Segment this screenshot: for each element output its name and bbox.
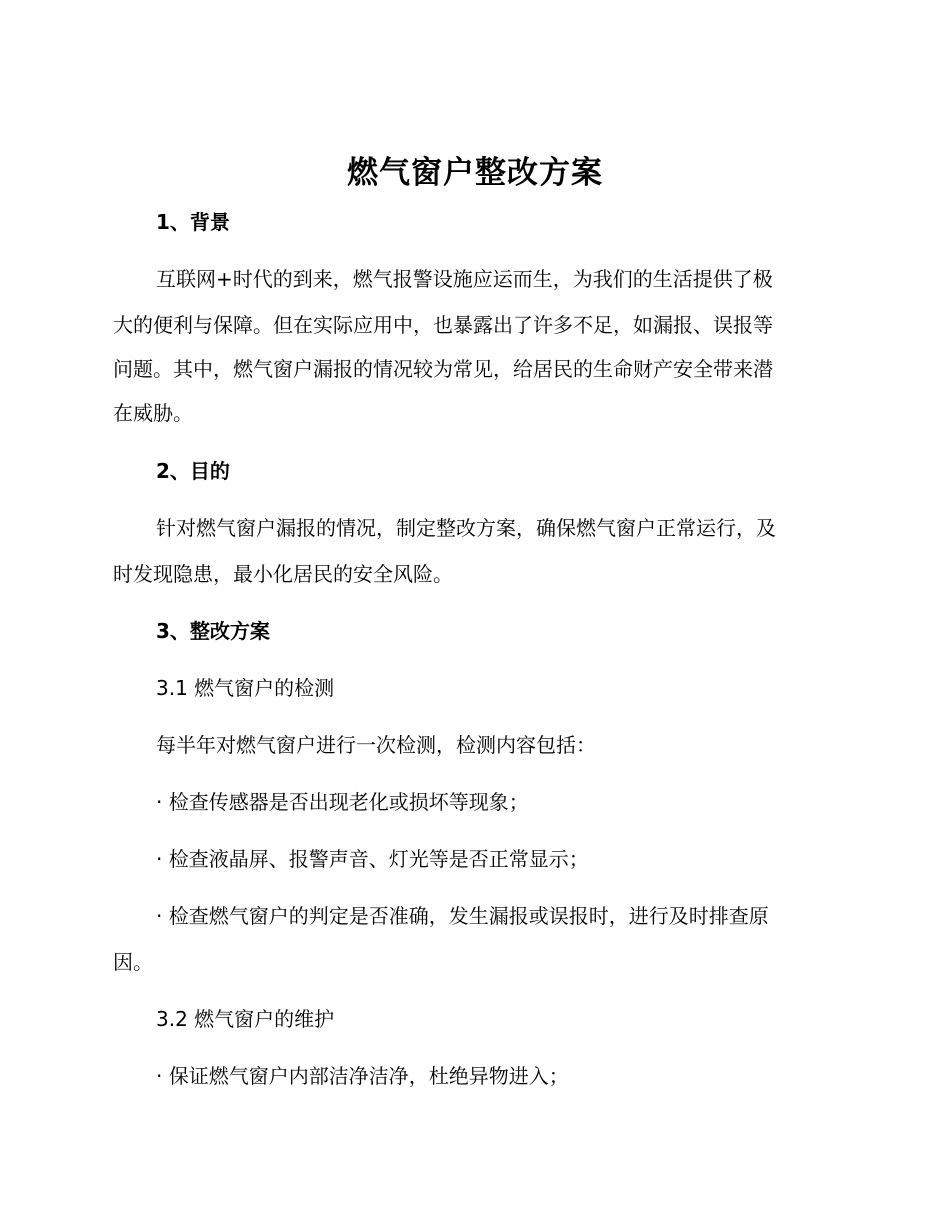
section-heading-plan: 3、整改方案 — [156, 619, 270, 643]
subsection-heading-detection: 3.1 燃气窗户的检测 — [156, 676, 335, 700]
paragraph-line: 每半年对燃气窗户进行一次检测，检测内容包括： — [156, 733, 596, 757]
paragraph-line: 在威胁。 — [113, 401, 193, 425]
bullet-item-continuation: 因。 — [113, 950, 153, 974]
bullet-item: · 检查燃气窗户的判定是否准确，发生漏报或误报时，进行及时排查原 — [156, 904, 769, 928]
bullet-item: · 保证燃气窗户内部洁净洁净，杜绝异物进入； — [156, 1064, 569, 1088]
paragraph-line: 互联网+时代的到来，燃气报警设施应运而生，为我们的生活提供了极 — [156, 267, 773, 291]
bullet-item: · 检查传感器是否出现老化或损坏等现象； — [156, 790, 529, 814]
subsection-heading-maintenance: 3.2 燃气窗户的维护 — [156, 1007, 335, 1031]
document-title: 燃气窗户整改方案 — [347, 155, 603, 191]
paragraph-line: 大的便利与保障。但在实际应用中，也暴露出了许多不足，如漏报、误报等 — [113, 313, 773, 337]
paragraph-line: 问题。其中，燃气窗户漏报的情况较为常见，给居民的生命财产安全带来潜 — [113, 357, 773, 381]
paragraph-line: 时发现隐患，最小化居民的安全风险。 — [113, 562, 453, 586]
section-heading-purpose: 2、目的 — [156, 459, 230, 483]
paragraph-line: 针对燃气窗户漏报的情况，制定整改方案，确保燃气窗户正常运行，及 — [156, 516, 776, 540]
section-heading-background: 1、背景 — [156, 210, 230, 234]
bullet-item: · 检查液晶屏、报警声音、灯光等是否正常显示； — [156, 847, 589, 871]
